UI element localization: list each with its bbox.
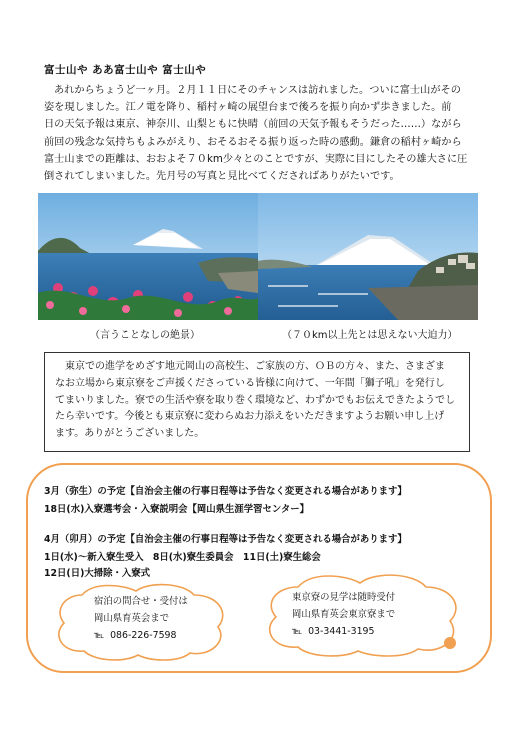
article-heading: 富士山や ああ富士山や 富士山や: [44, 64, 207, 76]
message-line: ます。ありがとうございました。: [55, 428, 205, 440]
fuji-photo-right: [258, 193, 478, 320]
march-schedule-header: 3月（弥生）の予定【自治会主催の行事日程等は予告なく変更される場合があります】: [44, 486, 407, 497]
message-line: てまいりました。寮での生活や寮を取り巻く環境など、わずかでもお伝えできたようでし: [55, 394, 455, 406]
intro-line: 前回の残念な気持ちもよみがえり、おそるおそる振り返った時の感動。鎌倉の稲村ヶ崎から: [44, 136, 462, 148]
schedule-panel: [26, 463, 492, 673]
intro-paragraph: [44, 82, 484, 185]
tokyo-contact-tel: [292, 623, 395, 640]
message-line: たら幸いです。今後とも東京寮に変わらぬお力添えをいただきますようお願い申し上げ: [55, 411, 445, 423]
tokyo-contact-line2: 岡山県育英会東京寮まで: [292, 609, 396, 620]
april-schedule-header: 4月（卯月）の予定【自治会主催の行事日程等は予告なく変更される場合があります】: [44, 534, 407, 545]
okayama-contact: [94, 593, 188, 644]
intro-line: 富士山までの距離は、おおよそ７０km少々とのことですが、実際に目にしたその雄大さに圧: [44, 153, 468, 165]
message-box: [44, 352, 470, 452]
message-line: なお立場から東京寮をご声援くださっている皆様に向けて、一年間「獅子吼」を発行し: [55, 377, 445, 389]
intro-line: 倒されてしまいました。先月号の写真と見比べてくださればありがたいです。: [44, 171, 400, 183]
telephone-icon: ℡: [94, 630, 105, 641]
tokyo-contact: [292, 589, 395, 640]
telephone-icon: ℡: [292, 626, 303, 637]
fuji-photo-right-image: [258, 193, 478, 320]
okayama-contact-line1: 宿泊の問合せ・受付は: [94, 596, 188, 607]
fuji-photo-left-image: [38, 193, 258, 320]
okayama-phone-number: 086-226-7598: [110, 630, 177, 641]
tokyo-contact-line1: 東京寮の見学は随時受付: [292, 592, 396, 603]
march-schedule-item: 18日(水)入寮選考会・入寮説明会【岡山県生涯学習センター】: [44, 504, 309, 515]
okayama-contact-line2: 岡山県育英会まで: [94, 613, 170, 624]
photo-caption-right: （７０km以上先とは思えない大迫力）: [282, 330, 458, 341]
tokyo-phone-number: 03-3441-3195: [308, 626, 375, 637]
intro-line: 日の天気予報は東京、神奈川、山梨ともに快晴（前回の天気予報もそうだった……）ながら: [44, 119, 462, 131]
april-schedule-item: 12日(日)大掃除・入寮式: [44, 568, 150, 579]
intro-line: あれからちょうど一ヶ月。２月１１日にそのチャンスは訪れました。ついに富士山がその: [54, 85, 461, 96]
photo-caption-left: （言うことなしの絶景）: [90, 330, 200, 341]
fuji-photo-left: [38, 193, 258, 320]
intro-line: 姿を現しました。江ノ電を降り、稲村ヶ崎の展望台まで後ろを振り向かず歩きました。前: [44, 102, 452, 114]
okayama-contact-tel: [94, 627, 188, 644]
message-line: 東京での進学をめざす地元岡山の高校生、ご家族の方、ＯＢの方々、また、さまざま: [55, 361, 445, 372]
april-schedule-item: 1日(水)～新入寮生受入 8日(水)寮生委員会 11日(土)寮生総会: [44, 552, 321, 563]
accent-dot-icon: [444, 637, 456, 649]
